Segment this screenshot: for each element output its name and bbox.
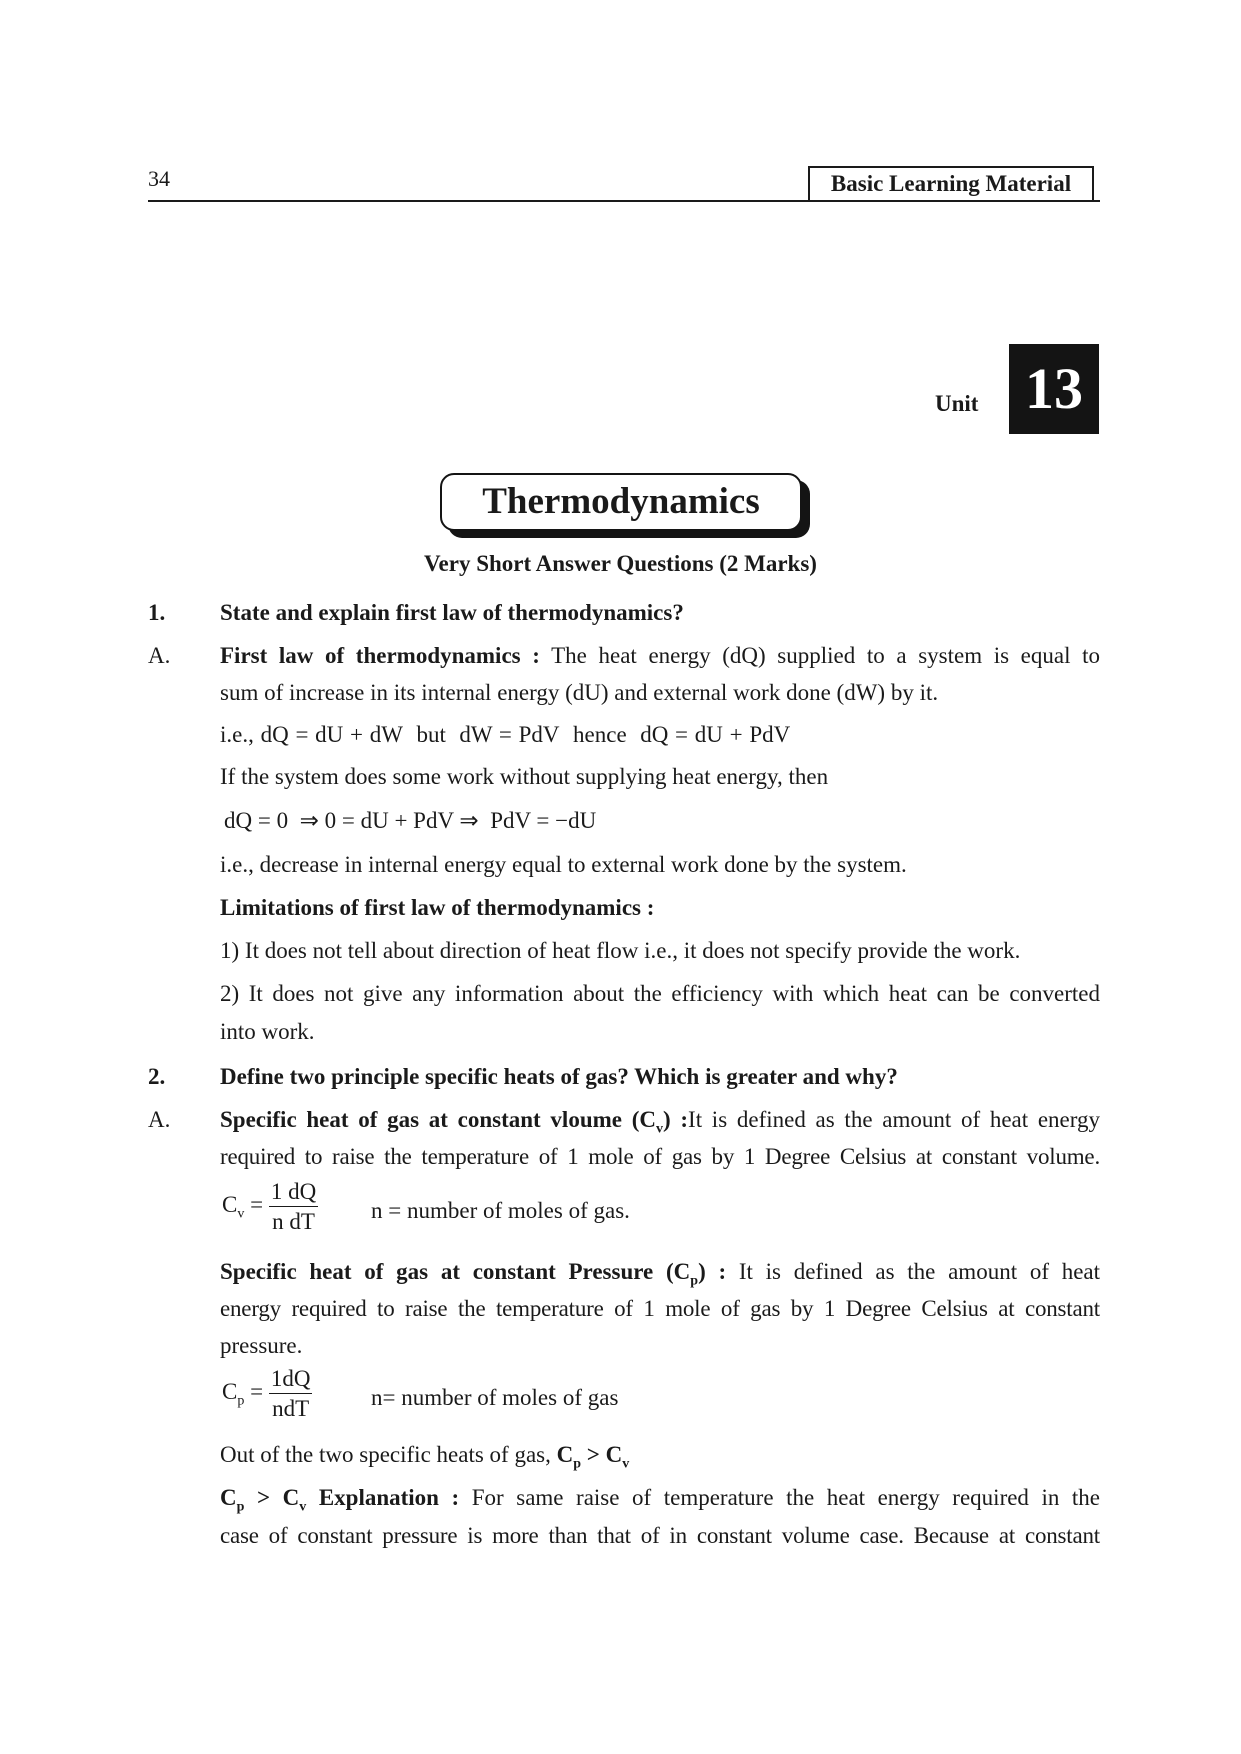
chapter-title: Thermodynamics: [440, 473, 802, 531]
cv-label: Specific heat of gas at constant vloume: [220, 1107, 622, 1132]
compare-inequality: $C_p > C_v$: [556, 1442, 630, 1472]
explanation-line2: case of constant pressure is more than that of in constant volume case. Because at constant: [220, 1523, 1100, 1548]
cp-definition-line2: energy required to raise the temperature of 1 mole of gas by 1 Degree Celsius at constant: [220, 1296, 1100, 1321]
cp-label: Specific heat of gas at constant Pressure: [220, 1259, 654, 1284]
equation-first-law: [220, 716, 790, 753]
cv-formula: [222, 1178, 318, 1237]
explanation-label: Explanation :: [318, 1485, 460, 1510]
eq-first-law-part-c: dW = PdV: [459, 722, 560, 747]
question-2-number: 2.: [148, 1064, 166, 1089]
cp-formula-note: n= number of moles of gas: [371, 1385, 619, 1410]
cv-symbol: C: [639, 1107, 656, 1132]
explanation-inequality: $C_p > C_v$: [220, 1485, 307, 1515]
cv-sub: v: [656, 1121, 663, 1137]
equation-no-heat: [224, 802, 596, 839]
cp-symbol: C: [673, 1259, 691, 1284]
cp-sub: p: [690, 1273, 699, 1289]
cp-symbol-inline: $(C_p)$ :: [665, 1259, 727, 1289]
eq-first-law-but: but: [416, 722, 446, 747]
cp-formula-sub: p: [237, 1393, 245, 1409]
cp-formula-symbol: C: [222, 1379, 238, 1405]
limitation-2-line1: 2) It does not give any information about the efficiency with which heat can be converted: [220, 981, 1100, 1006]
book-title: Basic Learning Material: [808, 166, 1094, 200]
no-heat-line: If the system does some work without supplying heat energy, then: [220, 764, 829, 789]
cp-formula-lhs: $C_p$ =: [222, 1379, 264, 1409]
cv-fraction-numerator: 1 dQ: [269, 1178, 318, 1207]
eq-no-heat-part-b: ⇒ 0 = dU + PdV ⇒: [299, 808, 479, 833]
page-number: 34: [148, 166, 170, 191]
eq-no-heat-part-a: dQ = 0: [224, 808, 289, 833]
compare-line: [220, 1436, 629, 1483]
eq-no-heat-part-c: PdV = −dU: [490, 808, 597, 833]
eq-first-law-part-e: dQ = dU + PdV: [640, 722, 791, 747]
cp-formula: [222, 1365, 312, 1424]
cp-definition-line3: pressure.: [220, 1333, 303, 1358]
cv-formula-symbol: C: [222, 1192, 238, 1218]
cv-formula-lhs: $C_v$ =: [222, 1192, 264, 1222]
unit-number: 13: [1009, 344, 1099, 434]
limitations-heading: Limitations of first law of thermodynamics :: [220, 895, 655, 920]
question-1-text: State and explain first law of thermodynamics?: [220, 600, 684, 625]
cp-text: It is defined as the amount of heat: [738, 1259, 1101, 1284]
cv-formula-note: n = number of moles of gas.: [371, 1198, 630, 1223]
explanation-text: For same raise of temperature the heat energy required in the: [471, 1485, 1101, 1510]
cv-fraction: [269, 1178, 318, 1237]
cp-fraction-denominator: ndT: [272, 1396, 310, 1421]
first-law-label: First law of thermodynamics :: [220, 643, 540, 668]
cv-definition-line2: required to raise the temperature of 1 mole of gas by 1 Degree Celsius at constant volume.: [220, 1144, 1100, 1169]
limitation-2-line2: into work.: [220, 1019, 315, 1044]
compare-text: Out of the two specific heats of gas,: [220, 1442, 551, 1467]
decrease-line: i.e., decrease in internal energy equal to external work done by the system.: [220, 852, 907, 877]
cv-formula-sub: v: [237, 1206, 245, 1222]
question-1-number: 1.: [148, 600, 166, 625]
cv-symbol-inline: $(C_v)$ :: [631, 1107, 689, 1137]
unit-label: Unit: [935, 391, 979, 416]
answer-1-marker: A.: [148, 643, 171, 668]
cp-fraction: [269, 1365, 313, 1424]
cp-fraction-numerator: 1dQ: [269, 1365, 313, 1394]
answer-1-definition-line1: [220, 637, 1100, 674]
eq-first-law-hence: hence: [573, 722, 627, 747]
cv-text: It is defined as the amount of heat energy: [688, 1107, 1101, 1132]
cv-fraction-denominator: n dT: [272, 1209, 315, 1234]
answer-1-definition-line2: sum of increase in its internal energy (dU) and external work done (dW) by it.: [220, 680, 939, 705]
limitation-1: 1) It does not tell about direction of heat flow i.e., it does not specify provide the work.: [220, 938, 1021, 963]
section-title: Very Short Answer Questions (2 Marks): [424, 551, 817, 576]
answer-2-marker: A.: [148, 1107, 171, 1132]
first-law-text: The heat energy (dQ) supplied to a system is equal to: [551, 643, 1100, 668]
question-2-text: Define two principle specific heats of gas? Which is greater and why?: [220, 1064, 898, 1089]
eq-first-law-part-a: i.e., dQ = dU + dW: [220, 722, 403, 747]
header-rule: [148, 200, 1100, 202]
